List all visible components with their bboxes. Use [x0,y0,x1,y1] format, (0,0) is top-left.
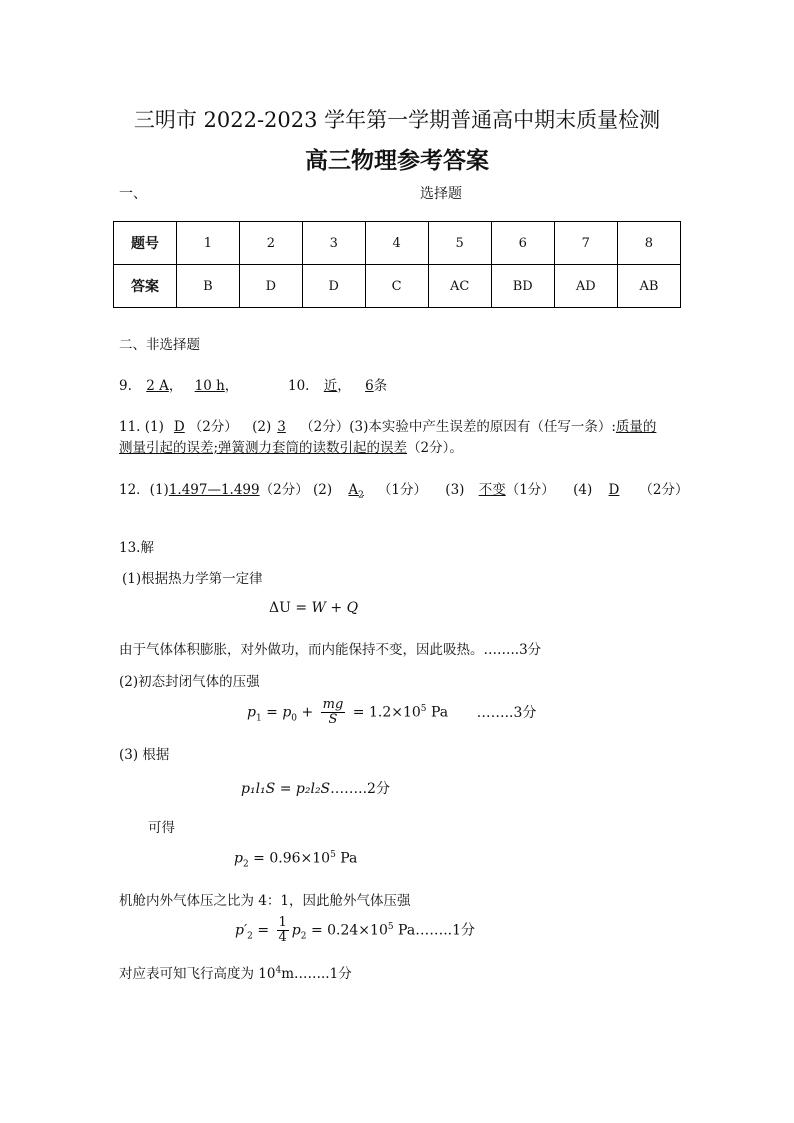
eq2-lhs: p [247,704,256,721]
eq4-lhs: p [234,850,243,867]
q10-separator: ， [337,378,351,394]
table-cell-answer: AD [554,265,617,308]
q10-answer-2: 6 [365,378,374,394]
eq2-rhs: = 1.2×10 [348,704,421,721]
q10-number: 10. [288,378,310,394]
q12-part-3-answer: 不变 [478,482,506,498]
section-1-title: 选择题 [420,186,462,202]
table-cell-number: 3 [302,222,365,265]
table-cell-number: 5 [428,222,491,265]
q11-part-3-text: (3)本实验中产生误差的原因有（任写一条）: [349,419,616,435]
q12-part-2-answer [348,482,377,501]
final-text: 对应表可知飞行高度为 10 [119,966,276,982]
q12-part-2-label: (2) [313,482,333,498]
q9-number: 9. [119,378,132,394]
q13-equation-2 [247,698,536,727]
q12-part-4-score: （2分） [639,482,689,498]
q11-part-3-answer-line-2: 测量引起的误差;弹簧测力套筒的读数引起的误差 [119,440,408,456]
eq3-score: ……..2分 [330,781,390,797]
table-cell-number: 7 [554,222,617,265]
eq2-score: ……..3分 [476,704,537,721]
document-title: 三明市 2022-2023 学年第一学期普通高中期末质量检测 [133,108,661,132]
table-cell-number: 8 [617,222,680,265]
q11-part-1-score: （2分） [188,419,238,435]
eq2-numerator: mg [322,697,344,712]
q12-part-2-score: （1分） [377,482,427,498]
q11-part-1-answer: D [173,419,185,435]
q13-part-3-intro: (3) 根据 [119,747,170,763]
q12-part-3-label: (3) [445,482,465,498]
table-cell-number: 2 [239,222,302,265]
eq3-body: p₁l₁S = p₂l₂S [241,781,331,797]
eq4-rhs: = 0.96×10 [248,850,331,867]
q13-final-line [119,962,352,982]
table-cell-answer: B [176,265,239,308]
q12-part-2-answer-text: A [348,482,359,498]
table-cell-number: 4 [365,222,428,265]
eq5-p: p [291,922,301,939]
question-10 [288,374,387,394]
q9-separator-2: ， [224,378,239,394]
q12-part-3-score: （1分） [505,482,555,498]
eq5-denominator: 4 [278,930,287,945]
q13-part-1-conclusion: 由于气体体积膨胀，对外做功，而内能保持不变，因此吸热。……..3分 [119,642,542,658]
q11-part-2-score: （2分） [300,419,350,435]
eq5-numerator: 1 [278,915,287,930]
q10-answer-1: 近 [323,378,338,394]
q12-part-4-answer: D [608,482,620,498]
q9-answer-1: 2 A [146,378,169,394]
table-cell-number: 6 [491,222,554,265]
q9-separator-1: ， [168,378,183,394]
q12-part-2-answer-sub: 2 [358,490,364,501]
eq2-denominator: S [328,712,338,727]
table-cell-answer: D [302,265,365,308]
table-cell-answer: C [365,265,428,308]
q13-label: 13.解 [119,540,154,556]
eq5-unit: Pa [393,922,416,939]
question-12 [119,478,688,501]
eq2-unit: Pa [426,704,449,721]
q12-part-1-score: （2分） [259,482,309,498]
q13-equation-4 [234,850,357,869]
eq1-delta-u: ΔU [269,600,291,616]
q10-tail: 条 [373,378,388,394]
section-2-label: 二、非选择题 [119,337,200,353]
q13-equation-3 [241,778,390,798]
eq5-score: ……..1分 [415,922,475,939]
q12-part-1-answer: 1.497—1.499 [168,482,260,498]
eq5-lhs-sub: 2 [247,931,253,942]
eq2-exponent: 5 [420,703,427,714]
q13-part-1-intro: (1)根据热力学第一定律 [122,571,263,587]
eq1-rhs: = W + Q [290,600,359,616]
eq4-sub: 2 [242,859,249,870]
q11-part-3-score: （2分）。 [407,440,463,456]
eq2-lhs-sub: 1 [255,713,262,724]
eq5-rhs: = 0.24×10 [306,922,388,939]
final-exponent: 4 [275,965,282,976]
table-cell-answer: D [239,265,302,308]
eq4-unit: Pa [335,850,358,867]
table-cell-answer: AB [617,265,680,308]
eq2-plus: + [297,704,318,721]
eq5-fraction [277,916,289,945]
final-tail: m……..1分 [281,966,352,982]
q13-ratio-text: 机舱内外气体压之比为 4：1，因此舱外气体压强 [119,893,411,909]
q13-equation-1 [269,600,358,616]
q11-part-3-answer-line-1: 质量的 [615,419,657,435]
eq5-exponent: 5 [387,921,394,932]
question-9 [119,374,238,394]
q12-part-4-label: (4) [573,482,593,498]
table-cell-answer: BD [491,265,554,308]
table-row-label: 答案 [114,265,177,308]
table-row-numbers [114,222,681,265]
q11-part-1-label: 11. (1) [119,419,164,435]
q13-part-2-intro: (2)初态封闭气体的压强 [119,674,260,690]
eq2-fraction [321,698,346,727]
document-subtitle: 高三物理参考答案 [305,147,489,174]
table-cell-answer: AC [428,265,491,308]
eq2-mid-sub: 0 [291,713,298,724]
question-11-line-1 [119,415,656,435]
table-cell-number: 1 [176,222,239,265]
answer-table [113,221,681,308]
section-1-label: 一、 [119,186,147,202]
q13-so-label: 可得 [148,820,175,836]
eq4-exponent: 5 [330,850,336,860]
q9-answer-2: 10 h [194,378,225,394]
eq5-lhs: p′ [235,922,248,939]
question-11-line-2 [119,436,463,456]
q13-equation-5: $p'_2$ = $\frac{1}{4}$ $p_2 = 0.24\times 10^5$ Pa……..1分 [235,915,475,945]
q12-part-1-label: 12．(1) [119,482,169,498]
table-row-answers [114,265,681,308]
table-row-label: 题号 [114,222,177,265]
eq5-p-sub: 2 [300,931,307,942]
q11-part-2-label: (2) [252,419,272,435]
q11-part-2-answer: 3 [277,419,286,435]
eq2-mid: = p [261,704,292,721]
